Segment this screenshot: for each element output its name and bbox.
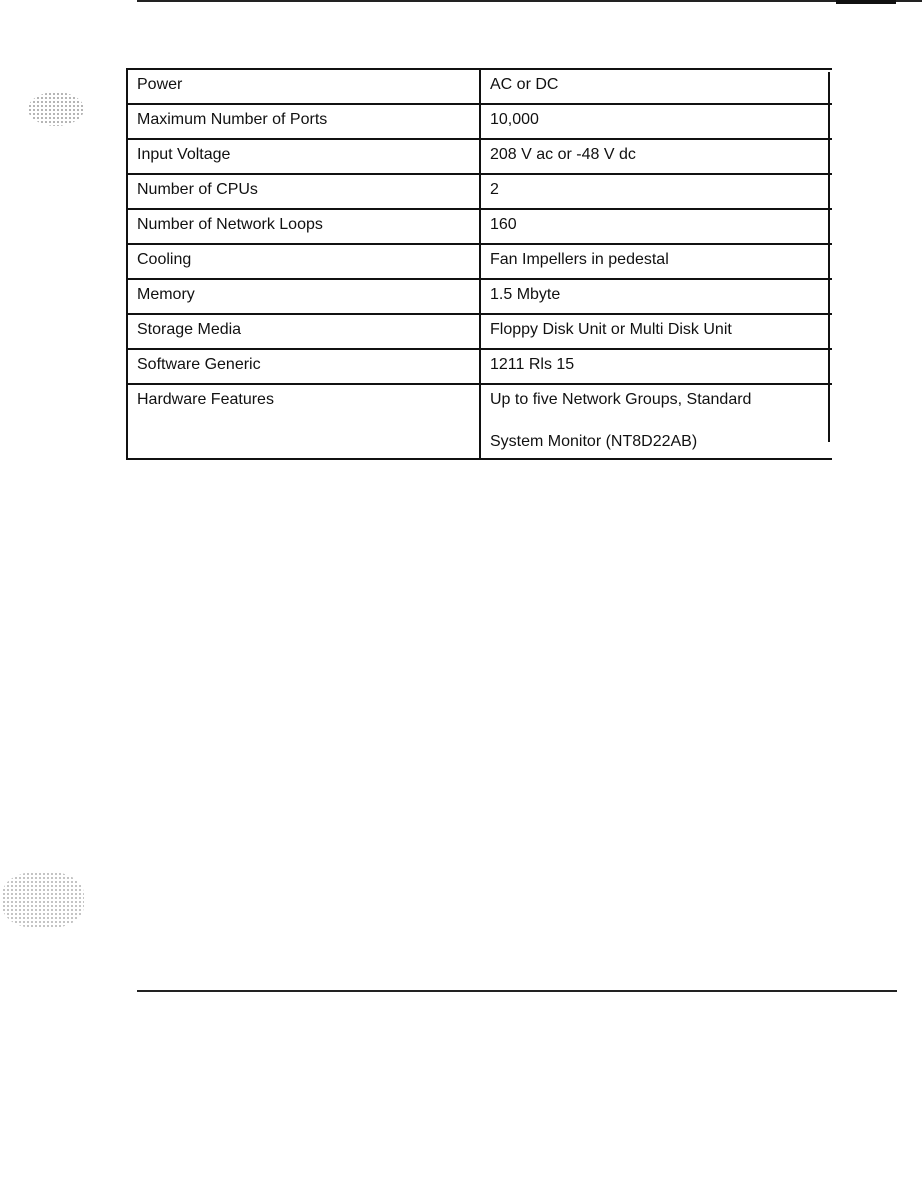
table-row [127, 209, 832, 244]
table-row [127, 104, 832, 139]
spec-label: Maximum Number of Ports [127, 104, 480, 139]
spec-label: Cooling [127, 244, 480, 279]
spec-value: 160 [480, 209, 832, 244]
table-row [127, 174, 832, 209]
table-row [127, 349, 832, 384]
spec-label: Hardware Features [127, 384, 480, 459]
table-row [127, 314, 832, 349]
table-row [127, 139, 832, 174]
spec-value: Fan Impellers in pedestal [480, 244, 832, 279]
spec-value: 1.5 Mbyte [480, 279, 832, 314]
spec-value: AC or DC [480, 69, 832, 104]
spec-label: Software Generic [127, 349, 480, 384]
scan-noise-top-left [28, 92, 84, 126]
scan-noise-bottom-left [2, 872, 84, 928]
spec-label: Storage Media [127, 314, 480, 349]
table-row [127, 384, 832, 459]
spec-label: Number of Network Loops [127, 209, 480, 244]
spec-label: Number of CPUs [127, 174, 480, 209]
table-row [127, 69, 832, 104]
table-row [127, 244, 832, 279]
spec-value: 208 V ac or -48 V dc [480, 139, 832, 174]
spec-value: Up to five Network Groups, Standard System Monitor (NT8D22AB) [480, 384, 832, 459]
table-row [127, 279, 832, 314]
table-right-edge [828, 72, 830, 442]
header-rule-accent [836, 0, 896, 4]
header-rule [137, 0, 922, 2]
footer-rule [137, 990, 897, 992]
spec-value: 2 [480, 174, 832, 209]
spec-value: 10,000 [480, 104, 832, 139]
specification-table [126, 68, 832, 460]
spec-value: 1211 Rls 15 [480, 349, 832, 384]
spec-label: Memory [127, 279, 480, 314]
spec-value: Floppy Disk Unit or Multi Disk Unit [480, 314, 832, 349]
spec-label: Input Voltage [127, 139, 480, 174]
spec-label: Power [127, 69, 480, 104]
